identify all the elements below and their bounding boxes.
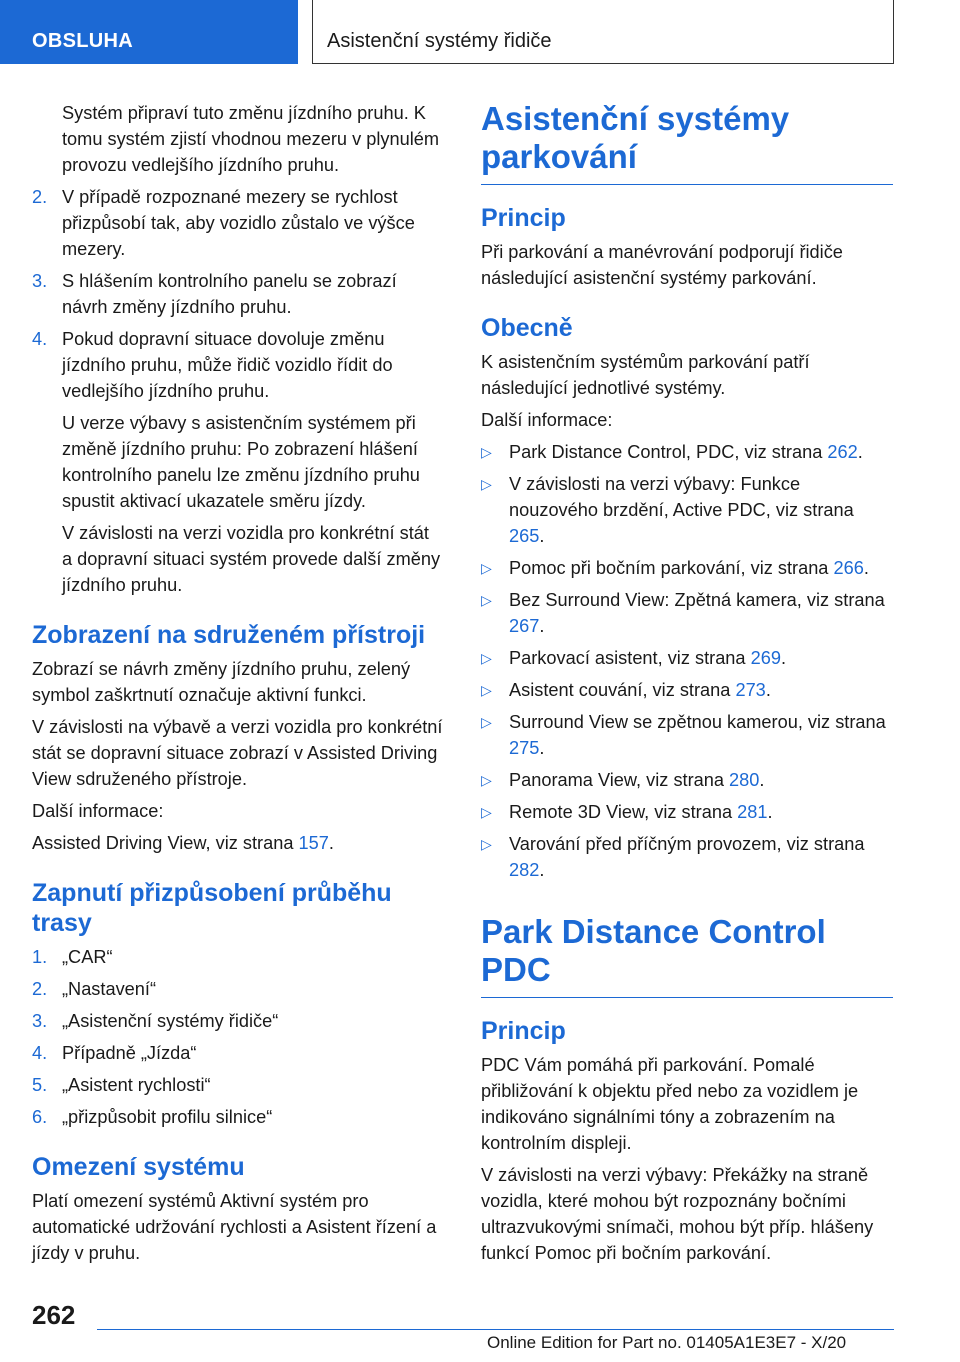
step-number: 2. [32, 187, 48, 207]
list-item: 6. „přizpůsobit profilu silnice“ [32, 1107, 273, 1127]
list-item [32, 184, 444, 262]
section-heading: Zobrazení na sdruženém přístroji [32, 621, 426, 649]
paragraph: Další informace: [32, 801, 164, 821]
page-link[interactable]: 269 [750, 648, 781, 668]
steps-list [32, 184, 444, 598]
page-link[interactable]: 262 [827, 442, 858, 462]
paragraph: Platí omezení systémů Aktivní systém pro automatické udržování rychlosti a Asistent řízení a jízdy v pruhu. [32, 1191, 437, 1263]
page-link[interactable]: 275 [509, 738, 540, 758]
page-link[interactable]: 265 [509, 526, 540, 546]
list-item [32, 268, 444, 320]
section-heading: Zapnutí přizpůsobení průběhu trasy [32, 879, 392, 937]
section-heading: Omezení systému [32, 1153, 245, 1181]
list-item: 3. „Asistenční systémy řidiče“ [32, 1011, 279, 1031]
intro-text: Systém připraví tuto změnu jízdního pruhu. K tomu systém zjistí vhodnou mezeru v plynulém provozu vedlejšího jízdního pruhu. [62, 103, 440, 175]
paragraph: Další informace: [481, 410, 613, 430]
list-item: ▷ Park Distance Control, PDC, viz strana 262. [481, 439, 893, 465]
footer-divider [97, 1329, 894, 1330]
triangle-bullet-icon: ▷ [481, 714, 492, 730]
triangle-bullet-icon: ▷ [481, 836, 492, 852]
page-link[interactable]: 157 [298, 833, 329, 853]
triangle-bullet-icon: ▷ [481, 650, 492, 666]
triangle-bullet-icon: ▷ [481, 560, 492, 576]
step-note: U verze výbavy s asistenčním systémem při změně jízdního pruhu: Po zobrazení hlášení kontrolního panelu lze změnu jízdního pruhu spustit aktivací ukazatele směru jízdy. [62, 413, 420, 511]
step-note: V závislosti na verzi vozidla pro konkrétní stát a dopravní situaci systém provede další změny jízdního pruhu. [62, 523, 441, 595]
list-item: ▷ Varování před příčným provozem, viz strana 282. [481, 831, 893, 883]
list-item: 2. „Nastavení“ [32, 979, 157, 999]
list-item: ▷ Panorama View, viz strana 280. [481, 767, 893, 793]
step-text: V případě rozpoznané mezery se rychlost přizpůsobí tak, aby vozidlo zůstalo ve výšce mezery. [62, 187, 415, 259]
left-column [32, 100, 444, 1272]
triangle-bullet-icon: ▷ [481, 444, 492, 460]
right-column [481, 100, 893, 1272]
paragraph: V závislosti na výbavě a verzi vozidla pro konkrétní stát se dopravní situace zobrazí v Assisted Driving View sdruženého přístroje. [32, 717, 443, 789]
list-item: ▷ Remote 3D View, viz strana 281. [481, 799, 893, 825]
triangle-bullet-icon: ▷ [481, 476, 492, 492]
list-item: ▷ V závislosti na verzi výbavy: Funkce nouzového brzdění, Active PDC, viz strana 265. [481, 471, 893, 549]
list-item: ▷ Bez Surround View: Zpětná kamera, viz strana 267. [481, 587, 893, 639]
paragraph: K asistenčním systémům parkování patří následující jednotlivé systémy. [481, 352, 810, 398]
page-link[interactable]: 281 [737, 802, 768, 822]
paragraph: V závislosti na verzi výbavy: Překážky na straně vozidla, které mohou být rozpoznány bočními ultrazvukovými snímači, mohou být příp. hlášeny funkcí Pomoc při bočním parkování. [481, 1165, 874, 1263]
edition-footer: Online Edition for Part no. 01405A1E3E7 - X/20 [487, 1333, 847, 1352]
section-heading: Princip [481, 1017, 566, 1045]
chapter-heading: Asistenční systémy parkování [481, 100, 893, 185]
list-item: ▷ Asistent couvání, viz strana 273. [481, 677, 893, 703]
step-text: Pokud dopravní situace dovoluje změnu jízdního pruhu, může řidič vozidlo řídit do vedlejšího jízdního pruhu. [62, 329, 393, 401]
paragraph: Zobrazí se návrh změny jízdního pruhu, zelený symbol zaškrtnutí označuje aktivní funkci. [32, 659, 411, 705]
list-item: ▷ Parkovací asistent, viz strana 269. [481, 645, 893, 671]
list-item: 1. „CAR“ [32, 947, 113, 967]
menu-steps [32, 944, 444, 1130]
page-number: 262 [32, 1300, 76, 1330]
list-item: ▷ Surround View se zpětnou kamerou, viz strana 275. [481, 709, 893, 761]
triangle-bullet-icon: ▷ [481, 592, 492, 608]
chapter-title: Asistenční systémy řidiče [312, 0, 894, 64]
step-number: 3. [32, 271, 48, 291]
list-item: ▷ Pomoc při bočním parkování, viz strana 266. [481, 555, 893, 581]
chapter-heading: Park Distance Control PDC [481, 913, 893, 998]
page-link[interactable]: 280 [729, 770, 760, 790]
page-link[interactable]: 266 [833, 558, 864, 578]
list-item: 4. Případně „Jízda“ [32, 1043, 197, 1063]
list-item [32, 326, 444, 598]
page-link[interactable]: 273 [735, 680, 766, 700]
section-heading: Obecně [481, 314, 573, 342]
list-item: 5. „Asistent rychlosti“ [32, 1075, 211, 1095]
section-heading: Princip [481, 204, 566, 232]
triangle-bullet-icon: ▷ [481, 772, 492, 788]
reference-list [481, 439, 893, 883]
step-text: S hlášením kontrolního panelu se zobrazí návrh změny jízdního pruhu. [62, 271, 397, 317]
reference: Assisted Driving View, viz strana 157. [32, 833, 334, 853]
page-link[interactable]: 282 [509, 860, 540, 880]
triangle-bullet-icon: ▷ [481, 804, 492, 820]
page-link[interactable]: 267 [509, 616, 540, 636]
section-tab: OBSLUHA [0, 0, 298, 64]
paragraph: PDC Vám pomáhá při parkování. Pomalé přibližování k objektu před nebo za vozidlem je indikováno signálními tóny a zobrazením na kontrolním displeji. [481, 1055, 859, 1153]
paragraph: Při parkování a manévrování podporují řidiče následující asistenční systémy parkování. [481, 242, 843, 288]
triangle-bullet-icon: ▷ [481, 682, 492, 698]
step-number: 4. [32, 329, 48, 349]
